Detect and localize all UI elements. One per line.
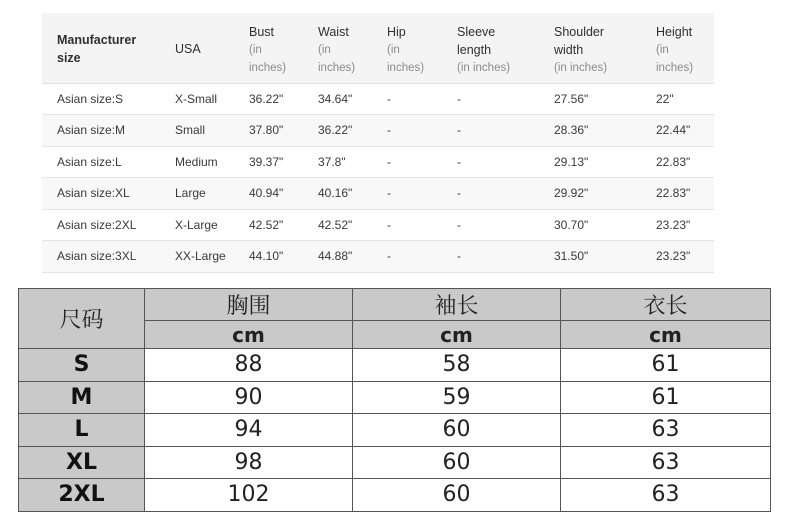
cell-manufacturer-size: Asian size:M — [42, 115, 175, 147]
cell-length: 61 — [561, 381, 771, 414]
unit-chest: cm — [145, 321, 353, 349]
cell-manufacturer-size: Asian size:L — [42, 146, 175, 178]
cell-waist: 37.8" — [318, 146, 387, 178]
cell-bust: 40.94" — [249, 178, 318, 210]
header-shoulder-width-label: Shoulder width — [554, 25, 605, 57]
cell-sleeve: 58 — [353, 349, 561, 382]
cell-hip: - — [387, 178, 457, 210]
table-row — [42, 146, 714, 178]
table-row — [19, 414, 771, 447]
cell-sleeve-length: - — [457, 209, 554, 241]
unit-length: cm — [561, 321, 771, 349]
size-label: M — [19, 381, 145, 414]
cell-height: 22.44" — [656, 115, 714, 147]
cell-chest: 88 — [145, 349, 353, 382]
header-waist-unit: (in inches) — [318, 44, 356, 74]
header-waist-label: Waist — [318, 25, 349, 39]
cm-table-header-row — [19, 289, 771, 321]
cell-usa: X-Large — [175, 209, 249, 241]
header-manufacturer-size-label: Manufacturer size — [57, 33, 137, 65]
header-length: 衣长 — [561, 289, 771, 321]
header-chest: 胸围 — [145, 289, 353, 321]
cell-chest: 98 — [145, 446, 353, 479]
cell-sleeve-length: - — [457, 146, 554, 178]
cell-bust: 37.80" — [249, 115, 318, 147]
cell-shoulder-width: 30.70" — [554, 209, 656, 241]
cell-length: 61 — [561, 349, 771, 382]
cell-length: 63 — [561, 479, 771, 512]
cell-shoulder-width: 31.50" — [554, 241, 656, 273]
cell-manufacturer-size: Asian size:S — [42, 83, 175, 115]
header-size: 尺码 — [19, 289, 145, 349]
cell-height: 22.83" — [656, 178, 714, 210]
cell-hip: - — [387, 146, 457, 178]
table-row — [42, 209, 714, 241]
cell-sleeve: 59 — [353, 381, 561, 414]
cell-usa: XX-Large — [175, 241, 249, 273]
header-sleeve-length-label: Sleeve length — [457, 25, 496, 57]
cell-bust: 42.52" — [249, 209, 318, 241]
cell-manufacturer-size: Asian size:3XL — [42, 241, 175, 273]
header-sleeve-length-unit: (in inches) — [457, 62, 511, 74]
cell-bust: 39.37" — [249, 146, 318, 178]
cell-waist: 34.64" — [318, 83, 387, 115]
size-label: S — [19, 349, 145, 382]
cell-length: 63 — [561, 446, 771, 479]
cell-hip: - — [387, 209, 457, 241]
size-label: L — [19, 414, 145, 447]
cell-hip: - — [387, 115, 457, 147]
header-bust — [249, 13, 318, 83]
cell-manufacturer-size: Asian size:XL — [42, 178, 175, 210]
table-row — [19, 349, 771, 382]
table-row — [19, 479, 771, 512]
cell-waist: 44.88" — [318, 241, 387, 273]
inch-size-table — [42, 13, 714, 273]
cell-usa: X-Small — [175, 83, 249, 115]
cell-waist: 42.52" — [318, 209, 387, 241]
cell-manufacturer-size: Asian size:2XL — [42, 209, 175, 241]
cell-height: 22" — [656, 83, 714, 115]
cell-usa: Large — [175, 178, 249, 210]
header-manufacturer-size — [42, 13, 175, 83]
cell-sleeve: 60 — [353, 446, 561, 479]
inch-table-header-row — [42, 13, 714, 83]
table-row — [42, 115, 714, 147]
cm-size-table — [18, 288, 771, 512]
header-usa: USA — [175, 13, 249, 83]
table-row — [42, 241, 714, 273]
cell-chest: 90 — [145, 381, 353, 414]
header-sleeve-length — [457, 13, 554, 83]
cell-shoulder-width: 29.13" — [554, 146, 656, 178]
header-height-label: Height — [656, 25, 693, 39]
table-row — [19, 446, 771, 479]
cell-bust: 36.22" — [249, 83, 318, 115]
header-bust-label: Bust — [249, 25, 275, 39]
cell-bust: 44.10" — [249, 241, 318, 273]
table-row — [42, 178, 714, 210]
header-waist — [318, 13, 387, 83]
header-hip — [387, 13, 457, 83]
cell-sleeve-length: - — [457, 178, 554, 210]
cell-hip: - — [387, 241, 457, 273]
cell-sleeve: 60 — [353, 414, 561, 447]
cell-shoulder-width: 29.92" — [554, 178, 656, 210]
cell-usa: Small — [175, 115, 249, 147]
cell-chest: 102 — [145, 479, 353, 512]
cell-height: 22.83" — [656, 146, 714, 178]
cell-sleeve-length: - — [457, 83, 554, 115]
cell-chest: 94 — [145, 414, 353, 447]
unit-sleeve: cm — [353, 321, 561, 349]
cell-sleeve: 60 — [353, 479, 561, 512]
header-hip-label: Hip — [387, 25, 406, 39]
cell-waist: 36.22" — [318, 115, 387, 147]
header-height — [656, 13, 714, 83]
size-label: 2XL — [19, 479, 145, 512]
table-row — [42, 83, 714, 115]
size-label: XL — [19, 446, 145, 479]
cell-usa: Medium — [175, 146, 249, 178]
cell-hip: - — [387, 83, 457, 115]
header-height-unit: (in inches) — [656, 44, 694, 74]
cell-height: 23.23" — [656, 241, 714, 273]
cell-height: 23.23" — [656, 209, 714, 241]
header-sleeve: 袖长 — [353, 289, 561, 321]
cell-waist: 40.16" — [318, 178, 387, 210]
cell-shoulder-width: 28.36" — [554, 115, 656, 147]
table-row — [19, 381, 771, 414]
header-bust-unit: (in inches) — [249, 44, 287, 74]
header-shoulder-width — [554, 13, 656, 83]
cell-sleeve-length: - — [457, 115, 554, 147]
cell-length: 63 — [561, 414, 771, 447]
header-hip-unit: (in inches) — [387, 44, 425, 74]
cell-sleeve-length: - — [457, 241, 554, 273]
cell-shoulder-width: 27.56" — [554, 83, 656, 115]
header-shoulder-width-unit: (in inches) — [554, 62, 608, 74]
